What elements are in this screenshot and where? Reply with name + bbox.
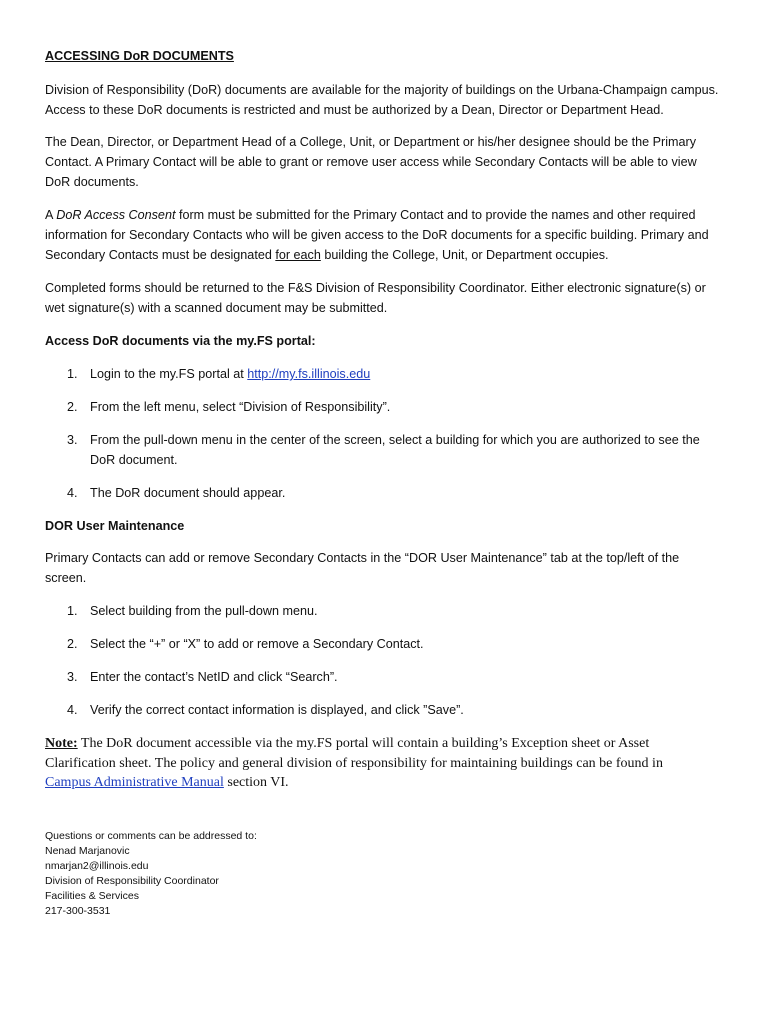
text-fragment: form must be submitted for the Primary Contact and to provide the names and other required [175,208,696,222]
step-number: 2. [67,400,78,414]
portal-heading: Access DoR documents via the my.FS portal: [45,334,316,348]
contact-phone: 217-300-3531 [45,905,111,917]
step-text: From the left menu, select “Division of Responsibility”. [90,400,391,414]
text-line: information for Secondary Contacts who will be given access to the DoR documents for a specific building. Primary and [45,228,709,242]
text-line: Completed forms should be returned to the F&S Division of Responsibility Coordinator. Either electronic signature(s) or [45,281,706,295]
note-label: Note: [45,736,78,751]
return-forms-paragraph [45,278,735,318]
step-text: Select building from the pull-down menu. [90,604,318,618]
step-text: Enter the contact’s NetID and click “Search”. [90,670,338,684]
step-number: 3. [67,670,78,684]
step-number: 1. [67,367,78,381]
text-line: wet signature(s) with a scanned document may be submitted. [45,301,388,315]
contact-department: Facilities & Services [45,890,139,902]
step-text [90,430,730,470]
text-fragment: Secondary Contacts must be designated [45,248,276,262]
intro-paragraph [45,80,735,120]
text-line: Clarification sheet. The policy and general division of responsibility for maintaining buildings can be found in [45,755,663,771]
text-line [45,734,735,754]
step-number: 3. [67,433,78,447]
emphasized-text: for each [275,248,321,262]
text-line [45,245,735,265]
portal-link[interactable]: http://my.fs.illinois.edu [247,367,371,381]
note-paragraph [45,734,735,793]
step-number: 1. [67,604,78,618]
primary-contact-paragraph [45,132,735,192]
maintenance-intro [45,548,735,588]
step-number: 4. [67,703,78,717]
step-text: Select the “+” or “X” to add or remove a Secondary Contact. [90,637,424,651]
campus-manual-link[interactable]: Campus Administrative Manual [45,775,224,790]
text-fragment: building the College, Unit, or Department occupies. [320,248,609,262]
text-fragment: A [45,208,57,222]
text-line: Division of Responsibility (DoR) documents are available for the majority of buildings on the Urbana-Champaign campus. [45,83,719,97]
text-fragment: section VI. [223,775,289,790]
step-text: Login to the my.FS portal at [90,367,248,381]
contact-name: Nenad Marjanovic [45,845,130,857]
text-line: screen. [45,571,87,585]
maintenance-heading: DOR User Maintenance [45,519,185,533]
contact-role: Division of Responsibility Coordinator [45,875,219,887]
contact-block [45,829,257,919]
text-line [45,205,735,225]
text-fragment: The DoR document accessible via the my.FS portal will contain a building’s Exception sheet or Asset [77,736,650,751]
step-number: 2. [67,637,78,651]
form-name: DoR Access Consent [56,208,176,222]
contact-email: nmarjan2@illinois.edu [45,860,149,872]
step-text: Verify the correct contact information is displayed, and click ”Save”. [90,703,464,717]
step-text: The DoR document should appear. [90,486,286,500]
text-line: Access to these DoR documents is restricted and must be authorized by a Dean, Director or Department Head. [45,103,664,117]
text-line: From the pull-down menu in the center of the screen, select a building for which you are authorized to see the [90,433,700,447]
consent-form-paragraph [45,205,735,265]
text-line: DoR document. [90,453,178,467]
text-line: Primary Contacts can add or remove Secondary Contacts in the “DOR User Maintenance” tab at the top/left of the [45,551,680,565]
text-line: Contact. A Primary Contact will be able to grant or remove user access while Secondary Contacts will be able to view [45,155,697,169]
text-line: DoR documents. [45,175,139,189]
document-title: ACCESSING DoR DOCUMENTS [45,49,234,63]
step-number: 4. [67,486,78,500]
text-line: The Dean, Director, or Department Head of a College, Unit, or Department or his/her designee should be the Primary [45,135,697,149]
text-line [45,773,735,793]
contact-intro: Questions or comments can be addressed to: [45,830,257,842]
